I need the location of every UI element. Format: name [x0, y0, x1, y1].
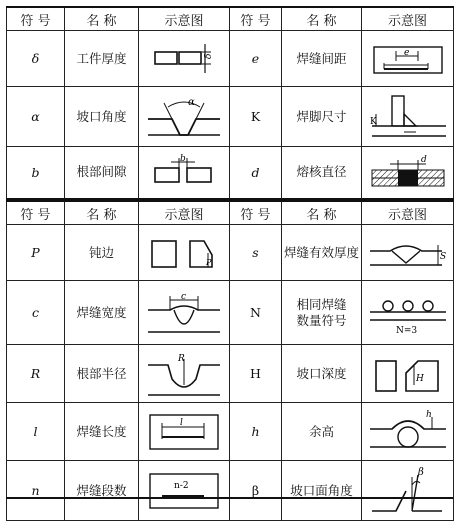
- d-label: d: [420, 155, 427, 166]
- diagram-same-weld-count: [362, 281, 454, 345]
- R-label: R: [178, 353, 185, 364]
- diagram-bevel-angle: [362, 461, 454, 521]
- header-diagram: 示意图: [362, 201, 454, 225]
- beta-label: β: [417, 466, 424, 478]
- bottom-rule: [6, 497, 453, 499]
- e-label: e: [403, 47, 409, 58]
- diagram-weld-spacing: [362, 31, 454, 87]
- l-label: l: [180, 417, 183, 428]
- diagram-reinforcement: [362, 403, 454, 461]
- symbol-cell: n: [7, 461, 65, 521]
- header-name: 名 称: [65, 7, 139, 31]
- table-row: [7, 147, 454, 199]
- header-diagram: 示意图: [362, 7, 454, 31]
- name-cell: 钝边: [65, 225, 139, 281]
- name-cell: 余高: [282, 403, 362, 461]
- name-cell: 工件厚度: [65, 31, 139, 87]
- K-label: K: [369, 116, 377, 127]
- N-label: N=3: [395, 325, 417, 336]
- P-label: P: [206, 257, 212, 267]
- header-diagram: 示意图: [139, 201, 230, 225]
- delta-label: δ: [204, 53, 214, 59]
- name-cell: 焊缝宽度: [65, 281, 139, 345]
- name-cell: 坡口面角度: [282, 461, 362, 521]
- diagram-root-face: [139, 225, 230, 281]
- h-label: h: [425, 409, 432, 420]
- header-name: 名 称: [65, 201, 139, 225]
- s-label: S: [439, 251, 446, 262]
- header-diagram: 示意图: [139, 7, 230, 31]
- diagram-weld-length: [139, 403, 230, 461]
- header-name: 名 称: [282, 7, 362, 31]
- name-cell: 坡口深度: [282, 345, 362, 403]
- name-cell: 根部间隙: [65, 147, 139, 199]
- header-symbol: 符 号: [230, 201, 282, 225]
- header-symbol: 符 号: [7, 7, 65, 31]
- symbol-cell: l: [7, 403, 65, 461]
- symbol-cell: e: [230, 31, 282, 87]
- symbol-cell: R: [7, 345, 65, 403]
- symbol-cell: s: [230, 225, 282, 281]
- table-row: [7, 225, 454, 281]
- symbol-cell: K: [230, 87, 282, 147]
- diagram-effective-throat: [362, 225, 454, 281]
- name-cell: 熔核直径: [282, 147, 362, 199]
- symbols-table-2: [6, 200, 454, 521]
- header-name: 名 称: [282, 201, 362, 225]
- diagram-workpiece-thickness: [139, 31, 230, 87]
- symbol-cell: c: [7, 281, 65, 345]
- diagram-weld-segments: [139, 461, 230, 521]
- name-cell: 焊缝有效厚度: [282, 225, 362, 281]
- n-label: n-2: [174, 480, 189, 491]
- name-cell: 焊缝间距: [282, 31, 362, 87]
- diagram-root-radius: [139, 345, 230, 403]
- header-symbol: 符 号: [7, 201, 65, 225]
- symbol-cell: d: [230, 147, 282, 199]
- symbol-cell: b: [7, 147, 65, 199]
- b-label: b: [180, 154, 186, 165]
- name-cell: 相同焊缝 数量符号: [282, 281, 362, 345]
- H-label: H: [415, 373, 424, 384]
- symbol-cell: δ: [7, 31, 65, 87]
- name-cell: 坡口角度: [65, 87, 139, 147]
- symbols-table-1: [6, 6, 454, 200]
- diagram-root-gap: [139, 147, 230, 199]
- table-row: [7, 461, 454, 521]
- name-cell: 根部半径: [65, 345, 139, 403]
- table-row: [7, 345, 454, 403]
- header-symbol: 符 号: [230, 7, 282, 31]
- diagram-groove-depth: [362, 345, 454, 403]
- alpha-label: α: [188, 96, 195, 108]
- symbol-cell: β: [230, 461, 282, 521]
- table-row: [7, 403, 454, 461]
- diagram-fillet-leg: [362, 87, 454, 147]
- symbol-cell: H: [230, 345, 282, 403]
- name-cell: 焊脚尺寸: [282, 87, 362, 147]
- symbol-cell: N: [230, 281, 282, 345]
- table-row: [7, 31, 454, 87]
- symbol-cell: P: [7, 225, 65, 281]
- symbol-cell: h: [230, 403, 282, 461]
- name-cell: 焊缝长度: [65, 403, 139, 461]
- diagram-groove-angle: [139, 87, 230, 147]
- c-label: c: [181, 291, 187, 302]
- table-row: [7, 87, 454, 147]
- table-row: [7, 281, 454, 345]
- diagram-weld-width: [139, 281, 230, 345]
- diagram-nugget-diameter: [362, 147, 454, 199]
- symbol-cell: α: [7, 87, 65, 147]
- name-cell: 焊缝段数: [65, 461, 139, 521]
